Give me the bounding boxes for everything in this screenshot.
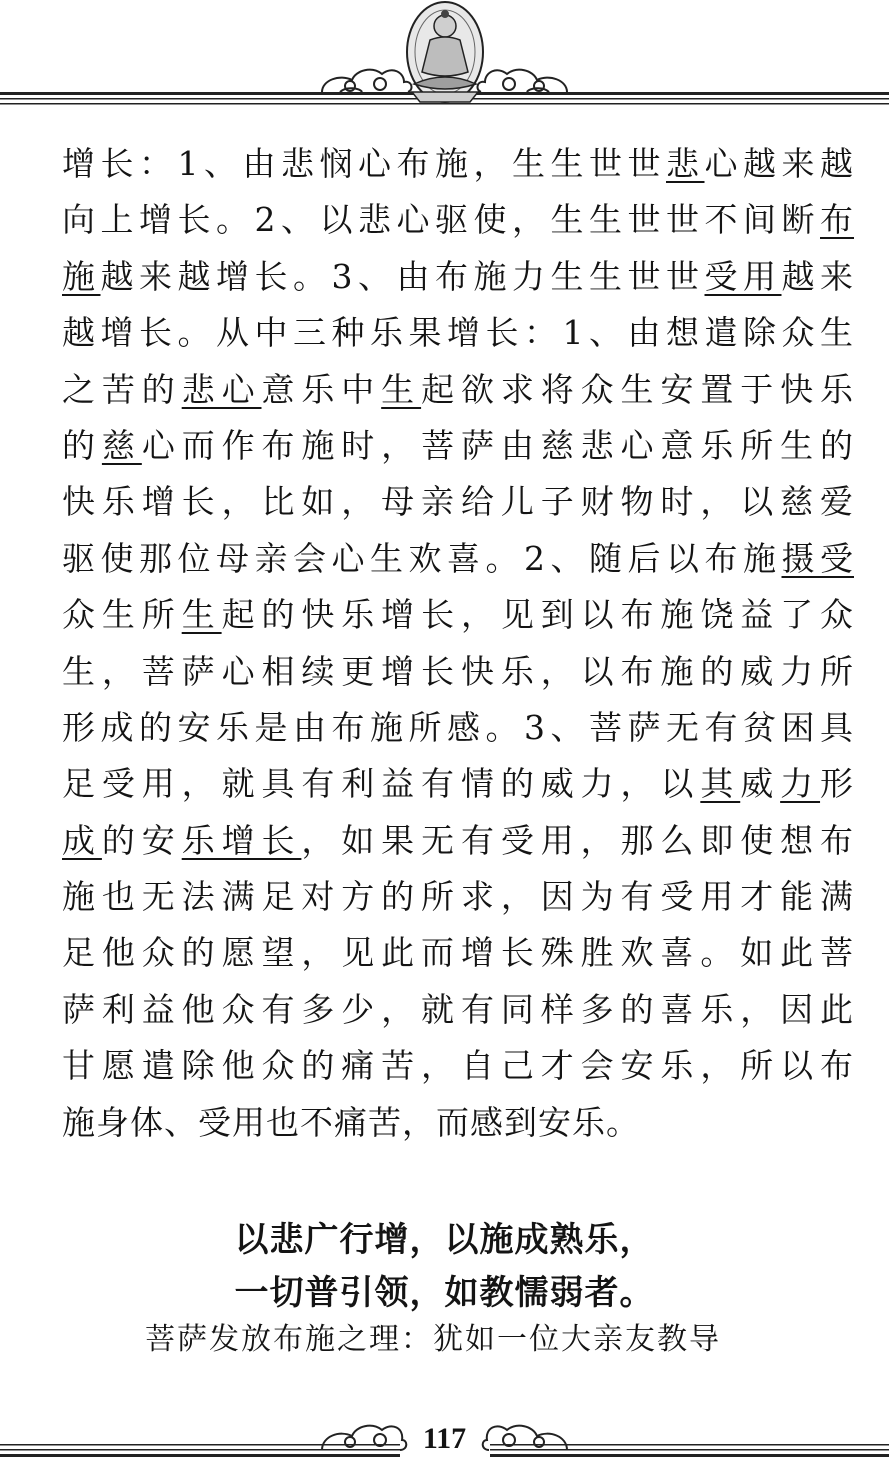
text-segment: 增长：1、由悲悯心布施，生生世世	[62, 144, 666, 183]
text-segment: 生，菩萨心相续更增长快乐，以布施的威力所	[62, 651, 854, 691]
text-segment: 萨利益他众有多少，就有同样多的喜乐，因此	[62, 989, 854, 1029]
underlined-text: 受用	[704, 256, 782, 296]
text-segment: 之苦的	[62, 369, 182, 409]
underlined-text: 生	[181, 595, 222, 635]
body-line	[62, 982, 854, 1038]
text-segment: 威	[740, 764, 781, 804]
body-paragraph	[62, 136, 854, 1151]
body-line	[62, 813, 854, 869]
seated-buddha-icon	[407, 2, 483, 102]
underlined-text: 乐增长	[181, 820, 302, 860]
body-line	[62, 305, 854, 361]
text-segment: 形	[820, 764, 855, 804]
body-line	[62, 587, 854, 643]
body-line	[62, 531, 854, 587]
text-segment: 的	[62, 425, 102, 465]
text-segment: 越来越增长。3、由布施力生生世世	[100, 256, 705, 296]
text-segment: 足他众的愿望，见此而增长殊胜欢喜。如此菩	[62, 933, 854, 973]
text-segment: 越来	[781, 256, 854, 296]
text-segment: 心越来越	[704, 144, 854, 183]
text-segment: 起的快乐增长，见到以布施饶益了众	[221, 595, 855, 635]
underlined-text: 施	[62, 256, 101, 296]
body-line	[62, 249, 854, 305]
text-segment: 施身体、受用也不痛苦，而感到安乐。	[62, 1102, 640, 1142]
text-segment: 驱使那位母亲会心生欢喜。2、随后以布施	[62, 538, 782, 578]
body-line	[62, 756, 854, 812]
body-line	[62, 136, 854, 192]
left-cloud-icon	[322, 70, 411, 92]
underlined-text: 悲	[666, 144, 705, 183]
body-line	[62, 1038, 854, 1094]
underlined-text: 悲心	[181, 369, 262, 409]
body-line	[62, 644, 854, 700]
text-segment: 快乐增长，比如，母亲给儿子财物时，以慈爱	[62, 482, 854, 522]
text-segment: 甘愿遣除他众的痛苦，自己才会安乐，所以布	[62, 1046, 854, 1086]
text-segment: ，如果无有受用，那么即使想布	[301, 820, 855, 860]
header-decoration	[0, 0, 889, 112]
text-segment: 足受用，就具有利益有情的威力，以	[62, 764, 701, 804]
text-segment: 起欲求将众生安置于快乐	[421, 369, 855, 409]
body-line	[62, 192, 854, 248]
text-segment: 形成的安乐是由布施所感。3、菩萨无有贫困具	[62, 707, 854, 747]
underlined-text: 力	[780, 764, 821, 804]
underlined-text: 摄受	[781, 538, 854, 578]
body-line	[62, 869, 854, 925]
underlined-text: 其	[700, 764, 741, 804]
underlined-text: 布	[820, 200, 854, 240]
body-line	[62, 362, 854, 418]
body-line	[62, 418, 854, 474]
underlined-text: 成	[62, 820, 102, 860]
page-number: 117	[422, 1422, 467, 1455]
right-cloud-icon	[478, 70, 567, 92]
text-segment: 向上增长。2、以悲心驱使，生生世世不间断	[62, 200, 820, 240]
body-line	[62, 925, 854, 981]
text-segment: 越增长。从中三种乐果增长：1、由想遣除众生	[62, 313, 854, 353]
underlined-text: 生	[381, 369, 422, 409]
verse-line-2: 一切普引领，如教懦弱者。	[234, 1273, 655, 1313]
body-line	[62, 700, 854, 756]
verse-caption: 菩萨发放布施之理：犹如一位大亲友教导	[145, 1322, 721, 1357]
verse-line-1: 以悲广行增，以施成熟乐，	[234, 1220, 655, 1260]
text-segment: 众生所	[62, 595, 182, 635]
underlined-text: 慈	[101, 425, 142, 465]
body-line	[62, 1095, 854, 1151]
header-ornament	[0, 0, 889, 112]
body-line	[62, 474, 854, 530]
text-segment: 施也无法满足对方的所求，因为有受用才能满	[62, 877, 854, 917]
text-segment: 意乐中	[261, 369, 382, 409]
text-segment: 的安	[101, 820, 182, 860]
text-segment: 心而作布施时，菩萨由慈悲心意乐所生的	[141, 425, 855, 465]
